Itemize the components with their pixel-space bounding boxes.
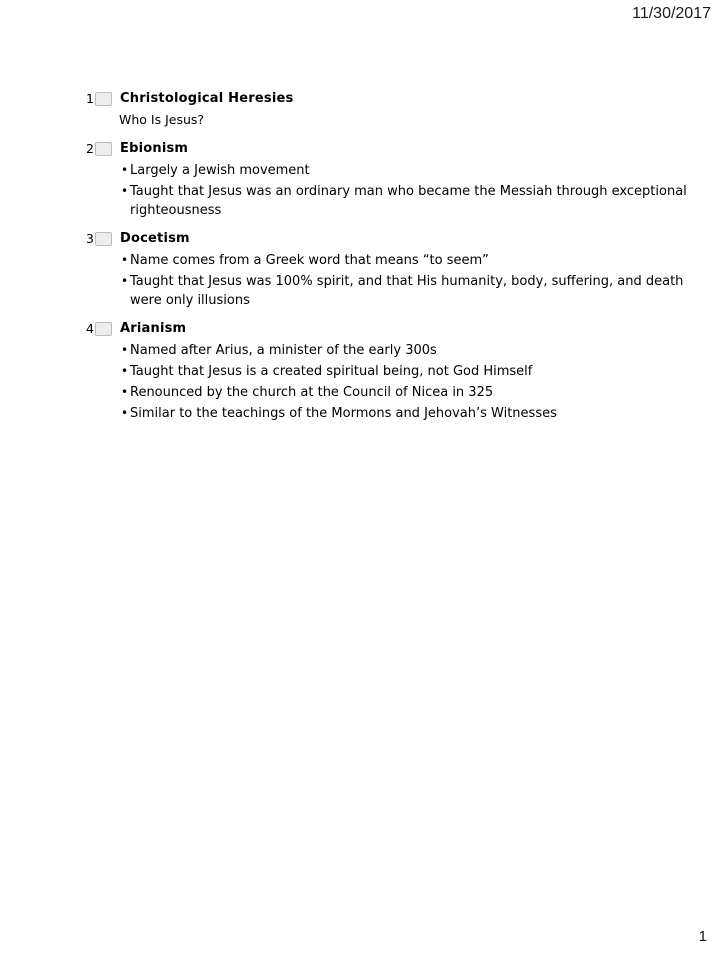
item-subtitle: Who Is Jesus? — [119, 112, 205, 127]
outline-list — [86, 89, 708, 432]
slide-placeholder-icon — [95, 322, 112, 336]
outline-item-head — [86, 139, 708, 159]
bullet-line — [119, 272, 708, 310]
bullet-text: Taught that Jesus was 100% spirit, and that His humanity, body, suffering, and death were only illusions — [130, 274, 684, 308]
bullet-text: Taught that Jesus was an ordinary man who became the Messiah through exceptional righteousness — [130, 184, 687, 218]
outline-item — [86, 229, 708, 310]
bullet-line — [119, 404, 708, 423]
item-number: 3 — [86, 231, 94, 246]
bullet-icon: • — [121, 163, 129, 177]
bullet-text: Named after Arius, a minister of the early 300s — [130, 343, 437, 358]
bullet-text: Renounced by the church at the Council of Nicea in 325 — [130, 385, 494, 400]
bullet-icon: • — [121, 364, 129, 378]
slide-placeholder-icon — [95, 92, 112, 106]
outline-item-body — [119, 251, 708, 310]
slide-placeholder-icon — [95, 232, 112, 246]
bullet-icon: • — [121, 253, 129, 267]
item-number: 2 — [86, 141, 94, 156]
outline-item — [86, 89, 708, 130]
item-number: 1 — [86, 91, 94, 106]
bullet-icon: • — [121, 184, 129, 198]
header-date: 11/30/2017 — [632, 5, 711, 22]
item-title: Arianism — [120, 321, 187, 336]
bullet-line — [119, 251, 708, 270]
outline-item — [86, 139, 708, 220]
outline-item-head — [86, 89, 708, 109]
outline-item-body — [119, 341, 708, 423]
page-number: 1 — [698, 928, 707, 945]
bullet-icon: • — [121, 343, 129, 357]
bullet-text: Largely a Jewish movement — [130, 163, 310, 178]
bullet-text: Taught that Jesus is a created spiritual being, not God Himself — [130, 364, 533, 379]
outline-item-body — [119, 161, 708, 220]
outline-item-head — [86, 319, 708, 339]
bullet-icon: • — [121, 274, 129, 288]
item-title: Christological Heresies — [120, 91, 294, 106]
bullet-line — [119, 383, 708, 402]
bullet-text: Name comes from a Greek word that means “to seem” — [130, 253, 489, 268]
bullet-line — [119, 161, 708, 180]
outline-item-body — [119, 110, 708, 130]
bullet-icon: • — [121, 385, 129, 399]
item-number: 4 — [86, 321, 94, 336]
outline-item — [86, 319, 708, 423]
bullet-line — [119, 182, 708, 220]
item-title: Docetism — [120, 231, 190, 246]
outline-item-head — [86, 229, 708, 249]
bullet-icon: • — [121, 406, 129, 420]
slide-placeholder-icon — [95, 142, 112, 156]
item-title: Ebionism — [120, 141, 189, 156]
bullet-text: Similar to the teachings of the Mormons and Jehovah’s Witnesses — [130, 406, 557, 421]
bullet-line — [119, 341, 708, 360]
bullet-line — [119, 362, 708, 381]
